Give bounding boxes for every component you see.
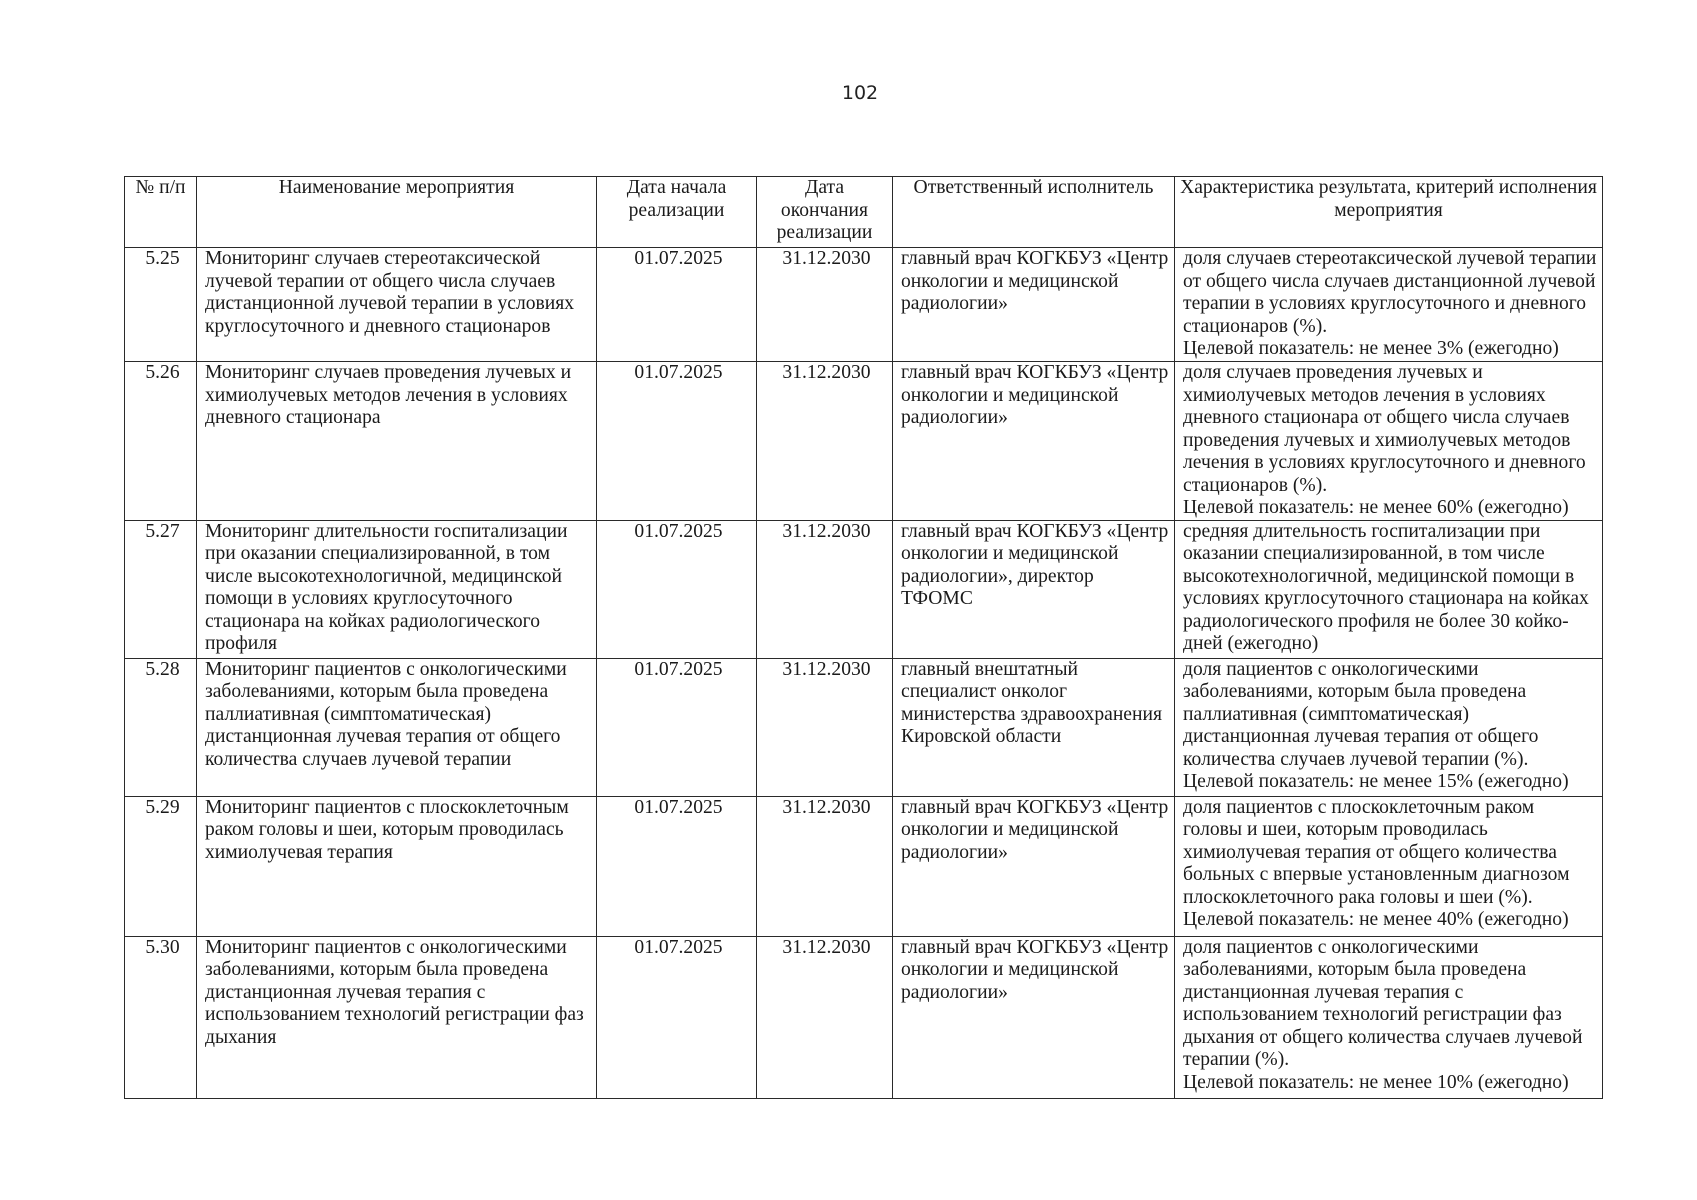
table-header <box>125 177 1603 248</box>
row-responsible: главный врач КОГКБУЗ «Центр онкологии и медицинской радиологии» <box>893 936 1175 1098</box>
header-num: № п/п <box>125 177 197 248</box>
row-start-date: 01.07.2025 <box>597 520 757 658</box>
row-result-text: доля случаев проведения лучевых и химиолучевых методов лечения в условиях дневного стационара от общего числа случаев проведения лучевых и химиолучевых методов лечения в условиях круглосуточного и дневного стационаров (%). <box>1183 362 1586 496</box>
row-num: 5.29 <box>125 796 197 936</box>
row-start-date: 01.07.2025 <box>597 658 757 796</box>
row-result <box>1175 936 1603 1098</box>
row-measure-name: Мониторинг пациентов с плоскоклеточным раком головы и шеи, которым проводилась химиолучевая терапия <box>197 796 597 936</box>
page-number: 102 <box>841 82 879 104</box>
row-responsible: главный врач КОГКБУЗ «Центр онкологии и медицинской радиологии» <box>893 796 1175 936</box>
table-row <box>125 796 1603 936</box>
row-result <box>1175 362 1603 521</box>
row-responsible: главный врач КОГКБУЗ «Центр онкологии и медицинской радиологии», директор ТФОМС <box>893 520 1175 658</box>
row-start-date: 01.07.2025 <box>597 796 757 936</box>
row-result-text: доля пациентов с онкологическими заболеваниями, которым была проведена дистанционная лучевая терапия с использованием технологий регистрации фаз дыхания от общего количества случаев лучевой терапии (%). <box>1183 936 1583 1070</box>
row-result-text: средняя длительность госпитализации при оказании специализированной, в том числе высокотехнологичной, медицинской помощи в условиях круглосуточного стационара на койках радиологического профиля не более 30 койко-дней (ежегодно) <box>1183 520 1589 654</box>
table-row <box>125 658 1603 796</box>
row-target: Целевой показатель: не менее 3% (ежегодно) <box>1183 338 1559 359</box>
row-measure-name: Мониторинг пациентов с онкологическими заболеваниями, которым была проведена паллиативная (симптоматическая) дистанционная лучевая терапия от общего количества случаев лучевой терапии <box>197 658 597 796</box>
row-start-date: 01.07.2025 <box>597 248 757 362</box>
row-result <box>1175 658 1603 796</box>
row-result <box>1175 520 1603 658</box>
row-num: 5.26 <box>125 362 197 521</box>
row-measure-name: Мониторинг длительности госпитализации при оказании специализированной, в том числе высокотехнологичной, медицинской помощи в условиях круглосуточного стационара на койках радиологического профиля <box>197 520 597 658</box>
row-num: 5.25 <box>125 248 197 362</box>
row-responsible: главный врач КОГКБУЗ «Центр онкологии и медицинской радиологии» <box>893 248 1175 362</box>
row-end-date: 31.12.2030 <box>757 658 893 796</box>
row-end-date: 31.12.2030 <box>757 520 893 658</box>
table-row <box>125 248 1603 362</box>
row-start-date: 01.07.2025 <box>597 362 757 521</box>
table-body <box>125 248 1603 1099</box>
header-end-date: Дата окончания реализации <box>757 177 893 248</box>
row-end-date: 31.12.2030 <box>757 796 893 936</box>
row-responsible: главный внештатный специалист онколог министерства здравоохранения Кировской области <box>893 658 1175 796</box>
measures-table <box>124 176 1603 1099</box>
table-row <box>125 936 1603 1098</box>
row-result <box>1175 796 1603 936</box>
row-num: 5.27 <box>125 520 197 658</box>
row-result <box>1175 248 1603 362</box>
row-target: Целевой показатель: не менее 60% (ежегодно) <box>1183 497 1569 518</box>
row-responsible: главный врач КОГКБУЗ «Центр онкологии и медицинской радиологии» <box>893 362 1175 521</box>
header-responsible: Ответственный исполнитель <box>893 177 1175 248</box>
header-name: Наименование мероприятия <box>197 177 597 248</box>
row-end-date: 31.12.2030 <box>757 248 893 362</box>
row-end-date: 31.12.2030 <box>757 936 893 1098</box>
row-target: Целевой показатель: не менее 10% (ежегодно) <box>1183 1071 1569 1093</box>
table-row <box>125 362 1603 521</box>
row-result-text: доля пациентов с плоскоклеточным раком головы и шеи, которым проводилась химиолучевая терапия от общего количества больных с впервые установленным диагнозом плоскоклеточного рака головы и шеи (%). <box>1183 796 1570 908</box>
row-measure-name: Мониторинг пациентов с онкологическими заболеваниями, которым была проведена дистанционная лучевая терапия с использованием технологий регистрации фаз дыхания <box>197 936 597 1098</box>
row-target: Целевой показатель: не менее 15% (ежегодно) <box>1183 771 1569 792</box>
row-result-text: доля случаев стереотаксической лучевой терапии от общего числа случаев дистанционной лучевой терапии в условиях круглосуточного и дневного стационаров (%). <box>1183 248 1597 337</box>
row-num: 5.28 <box>125 658 197 796</box>
row-measure-name: Мониторинг случаев стереотаксической лучевой терапии от общего числа случаев дистанционной лучевой терапии в условиях круглосуточного и дневного стационаров <box>197 248 597 362</box>
header-result: Характеристика результата, критерий исполнения мероприятия <box>1175 177 1603 248</box>
header-start-date: Дата начала реализации <box>597 177 757 248</box>
row-target: Целевой показатель: не менее 40% (ежегодно) <box>1183 909 1569 930</box>
table-row <box>125 520 1603 658</box>
row-start-date: 01.07.2025 <box>597 936 757 1098</box>
row-num: 5.30 <box>125 936 197 1098</box>
row-result-text: доля пациентов с онкологическими заболеваниями, которым была проведена паллиативная (симптоматическая) дистанционная лучевая терапия от общего количества случаев лучевой терапии (%). <box>1183 658 1539 770</box>
row-end-date: 31.12.2030 <box>757 362 893 521</box>
row-measure-name: Мониторинг случаев проведения лучевых и химиолучевых методов лечения в условиях дневного стационара <box>197 362 597 521</box>
